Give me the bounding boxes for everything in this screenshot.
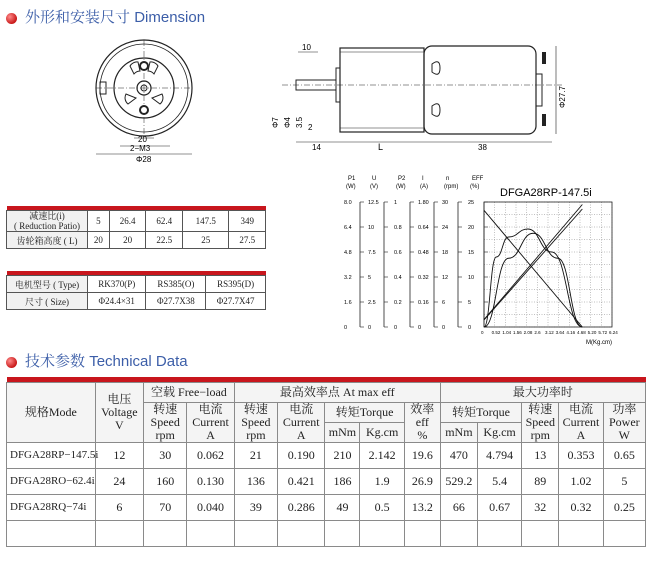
axis-tick-label: 0 [418, 325, 422, 331]
axis-tick-label: 3.2 [344, 275, 352, 281]
x-tick-label: 3.64 [555, 330, 565, 335]
axis-tick-label: 2.5 [368, 300, 376, 306]
front-dim-28: Φ28 [136, 155, 152, 164]
axis-tick-label: 0 [442, 325, 446, 331]
axis-tick-label: 7.5 [368, 250, 376, 256]
axis-tick-label: 0.32 [418, 275, 429, 281]
size-cell: Φ24.4×31 [88, 293, 146, 310]
series-line-i [484, 205, 582, 320]
axis-tick-label: 1.80 [418, 200, 429, 206]
header-me-torque: 转矩Torque [325, 403, 404, 423]
front-dim-m3: 2−M3 [130, 144, 151, 153]
axis-name: P2 [398, 176, 406, 182]
spec-table [6, 377, 646, 547]
ratio-cell: 349 [229, 211, 266, 232]
axis-tick-label: 15 [468, 250, 475, 256]
axis-tick-label: 30 [442, 200, 449, 206]
axis-tick-label: 1.6 [344, 300, 352, 306]
table-row: DFGA28RQ−74i 6 70 0.040 39 0.286 49 0.5 13.2 66 0.67 32 0.32 0.25 [7, 495, 646, 521]
header-me-speed: 转速 Speed rpm [234, 403, 277, 443]
height-cell: 20 [109, 232, 146, 249]
axis-unit: (rpm) [444, 184, 459, 190]
side-dim-3-5: 3.5 [295, 116, 304, 128]
table-row-empty [7, 521, 646, 547]
ratio-label: 减速比(i) ( Reduction Patio) [7, 211, 88, 232]
table-row: DFGA28RO−62.4i 24 160 0.130 136 0.421 186 1.9 26.9 529.2 5.4 89 1.02 5 [7, 469, 646, 495]
ratio-cell: 5 [88, 211, 110, 232]
ratio-cell: 62.4 [146, 211, 183, 232]
chart-xlabel: M(Kg.cm) [586, 340, 612, 346]
performance-chart [336, 172, 646, 348]
header-me-kgcm: Kg.cm [360, 423, 404, 443]
side-dim-phi4: Φ4 [283, 117, 292, 128]
axis-tick-label: 20 [468, 225, 475, 231]
type-cell: RK370(P) [88, 276, 146, 293]
x-tick-label: 5.72 [598, 330, 608, 335]
header-mp-current: 电流 Current A [559, 403, 603, 443]
header-mp-mnm: mNm [440, 423, 477, 443]
header-max-power: 最大功率时 [440, 383, 645, 403]
header-mp-speed: 转速 Speed rpm [522, 403, 559, 443]
x-tick-label: 4.68 [577, 330, 586, 335]
table-row: DFGA28RP−147.5i 12 30 0.062 21 0.190 210 2.142 19.6 470 4.794 13 0.353 0.65 [7, 443, 646, 469]
axis-tick-label: 10 [368, 225, 375, 231]
axis-tick-label: 0.64 [418, 225, 429, 231]
height-cell: 25 [182, 232, 228, 249]
header-model: 规格Mode [7, 383, 96, 443]
size-cell: Φ27.7X38 [146, 293, 206, 310]
axis-tick-label: 8.0 [344, 200, 352, 206]
axis-unit: (W) [346, 184, 356, 190]
ratio-table [6, 206, 266, 249]
axis-tick-label: 24 [442, 225, 449, 231]
x-tick-label: 2.6 [534, 330, 541, 335]
axis-tick-label: 0.2 [394, 300, 402, 306]
header-nl-speed: 转速 Speed rpm [144, 403, 187, 443]
axis-tick-label: 5 [468, 300, 472, 306]
size-cell: Φ27.7X47 [206, 293, 266, 310]
axis-tick-label: 0.8 [394, 225, 402, 231]
x-tick-label: 4.16 [566, 330, 576, 335]
header-mp-torque: 转矩Torque [440, 403, 521, 423]
front-dim-20: 20 [138, 135, 147, 144]
axis-tick-label: 0.16 [418, 300, 429, 306]
side-dim-L: L [378, 142, 384, 152]
axis-tick-label: 0 [468, 325, 472, 331]
axis-unit: (%) [470, 184, 480, 190]
axis-tick-label: 0 [368, 325, 372, 331]
side-view-drawing [262, 38, 582, 153]
axis-tick-label: 0.48 [418, 250, 429, 256]
header-no-load: 空载 Free−load [144, 383, 235, 403]
axis-unit: (W) [396, 184, 406, 190]
header-voltage: 电压 Voltage V [95, 383, 143, 443]
axis-name: U [372, 176, 377, 182]
axis-tick-label: 1 [394, 200, 398, 206]
bullet-icon [6, 13, 17, 24]
axis-name: P1 [348, 176, 356, 182]
axis-unit: (A) [420, 184, 428, 190]
front-view-drawing [90, 38, 200, 168]
axis-tick-label: 0 [394, 325, 398, 331]
series-line-p2 [484, 233, 582, 327]
axis-tick-label: 4.8 [344, 250, 352, 256]
axis-tick-label: 12.5 [368, 200, 379, 206]
side-dim-2: 2 [308, 123, 313, 132]
dimension-section-title: 外形和安装尺寸 Dimension [6, 6, 205, 27]
height-cell: 22.5 [146, 232, 183, 249]
header-mp-kgcm: Kg.cm [477, 423, 521, 443]
side-dim-10: 10 [302, 43, 311, 52]
axis-name: n [446, 176, 450, 182]
x-tick-label: 1.04 [502, 330, 512, 335]
height-cell: 27.5 [229, 232, 266, 249]
height-cell: 20 [88, 232, 110, 249]
header-mp-power: 功率 Power W [603, 403, 645, 443]
header-me-current: 电流 Current A [278, 403, 325, 443]
axis-name: EFF [472, 176, 484, 182]
axis-unit: (V) [370, 184, 378, 190]
technical-section-title: 技术参数 Technical Data [6, 350, 188, 371]
type-label: 电机型号 ( Type) [7, 276, 88, 293]
x-tick-label: 2.08 [523, 330, 533, 335]
x-tick-label: 0.52 [491, 330, 501, 335]
axis-tick-label: 10 [468, 275, 475, 281]
axis-tick-label: 25 [468, 200, 475, 206]
x-tick-label: 0 [481, 330, 484, 335]
x-tick-label: 3.12 [545, 330, 554, 335]
header-max-eff: 最高效率点 At max eff [234, 383, 440, 403]
height-label: 齿轮箱高度 ( L) [7, 232, 88, 249]
size-label: 尺寸 ( Size) [7, 293, 88, 310]
side-dim-27-7: Φ27.7 [558, 86, 567, 108]
motor-table [6, 271, 266, 310]
axis-name: I [422, 176, 424, 182]
side-dim-phi7: Φ7 [271, 117, 280, 128]
axis-tick-label: 18 [442, 250, 449, 256]
x-tick-label: 1.56 [513, 330, 522, 335]
side-dim-38: 38 [478, 143, 487, 152]
axis-tick-label: 0.4 [394, 275, 402, 281]
axis-tick-label: 6 [442, 300, 446, 306]
x-tick-label: 5.20 [587, 330, 597, 335]
bullet-icon [6, 357, 17, 368]
series-line-p1 [484, 209, 582, 320]
type-cell: RS385(O) [146, 276, 206, 293]
axis-tick-label: 5 [368, 275, 372, 281]
axis-tick-label: 12 [442, 275, 449, 281]
type-cell: RS395(D) [206, 276, 266, 293]
series-line-n [484, 210, 582, 327]
axis-tick-label: 6.4 [344, 225, 352, 231]
axis-tick-label: 0.6 [394, 250, 402, 256]
chart-title: DFGA28RP-147.5i [500, 187, 592, 199]
ratio-cell: 147.5 [182, 211, 228, 232]
side-dim-14: 14 [312, 143, 321, 152]
axis-tick-label: 0 [344, 325, 348, 331]
ratio-cell: 26.4 [109, 211, 146, 232]
x-tick-label: 6.24 [609, 330, 618, 335]
header-nl-current: 电流 Current A [187, 403, 234, 443]
header-me-mnm: mNm [325, 423, 360, 443]
header-me-eff: 效率 eff % [404, 403, 440, 443]
